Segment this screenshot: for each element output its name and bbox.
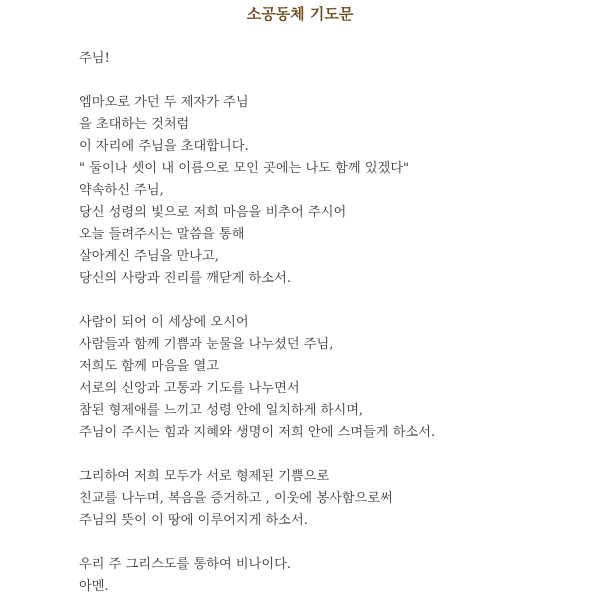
prayer-line: 서로의 신앙과 고통과 기도를 나누면서 (79, 381, 300, 396)
stanza-gap (79, 70, 590, 92)
prayer-line: 당신 성령의 빛으로 저희 마음을 비추어 주시어 (79, 205, 347, 220)
greeting: 주님! (79, 51, 110, 66)
prayer-line: 그리하여 저희 모두가 서로 형제된 기쁨으로 (79, 469, 330, 484)
prayer-line: 사람들과 함께 기쁨과 눈물을 나누셨던 주님, (79, 337, 334, 352)
prayer-line: 오늘 들려주시는 말씀을 통해 (79, 227, 245, 242)
prayer-line: 저희도 함께 마음을 열고 (79, 359, 219, 374)
stanza-gap (79, 444, 590, 466)
prayer-line: 엠마오로 가던 두 제자가 주님 (79, 95, 249, 110)
prayer-line: 참된 형제애를 느끼고 성령 안에 일치하게 하시며, (79, 403, 364, 418)
stanza-gap (79, 290, 590, 312)
prayer-line: 약속하신 주님, (79, 183, 164, 198)
prayer-line: 우리 주 그리스도를 통하여 비나이다. (79, 557, 292, 572)
prayer-body (79, 48, 590, 598)
stanza-4 (79, 554, 590, 598)
prayer-line: 아멘. (79, 579, 109, 594)
prayer-line: 이 자리에 주님을 초대합니다. (79, 139, 249, 154)
prayer-line: 친교를 나누며, 복음을 증거하고 , 이웃에 봉사함으로써 (79, 491, 393, 506)
stanza-1 (79, 92, 590, 290)
prayer-line: 을 초대하는 것처럼 (79, 117, 190, 132)
page-title: 소공동체 기도문 (246, 5, 354, 23)
stanza-2 (79, 312, 590, 444)
prayer-line: 주님이 주시는 힘과 지혜와 생명이 저희 안에 스며들게 하소서. (79, 425, 436, 440)
prayer-line: 당신의 사랑과 진리를 깨닫게 하소서. (79, 271, 292, 286)
stanza-gap (79, 532, 590, 554)
prayer-line: 살아계신 주님을 만나고, (79, 249, 219, 264)
prayer-line: 사람이 되어 이 세상에 오시어 (79, 315, 249, 330)
prayer-line: 주님의 뜻이 이 땅에 이루어지게 하소서. (79, 513, 308, 528)
stanza-3 (79, 466, 590, 532)
prayer-line: " 둘이나 셋이 내 이름으로 모인 곳에는 나도 함께 있겠다" (79, 161, 410, 176)
